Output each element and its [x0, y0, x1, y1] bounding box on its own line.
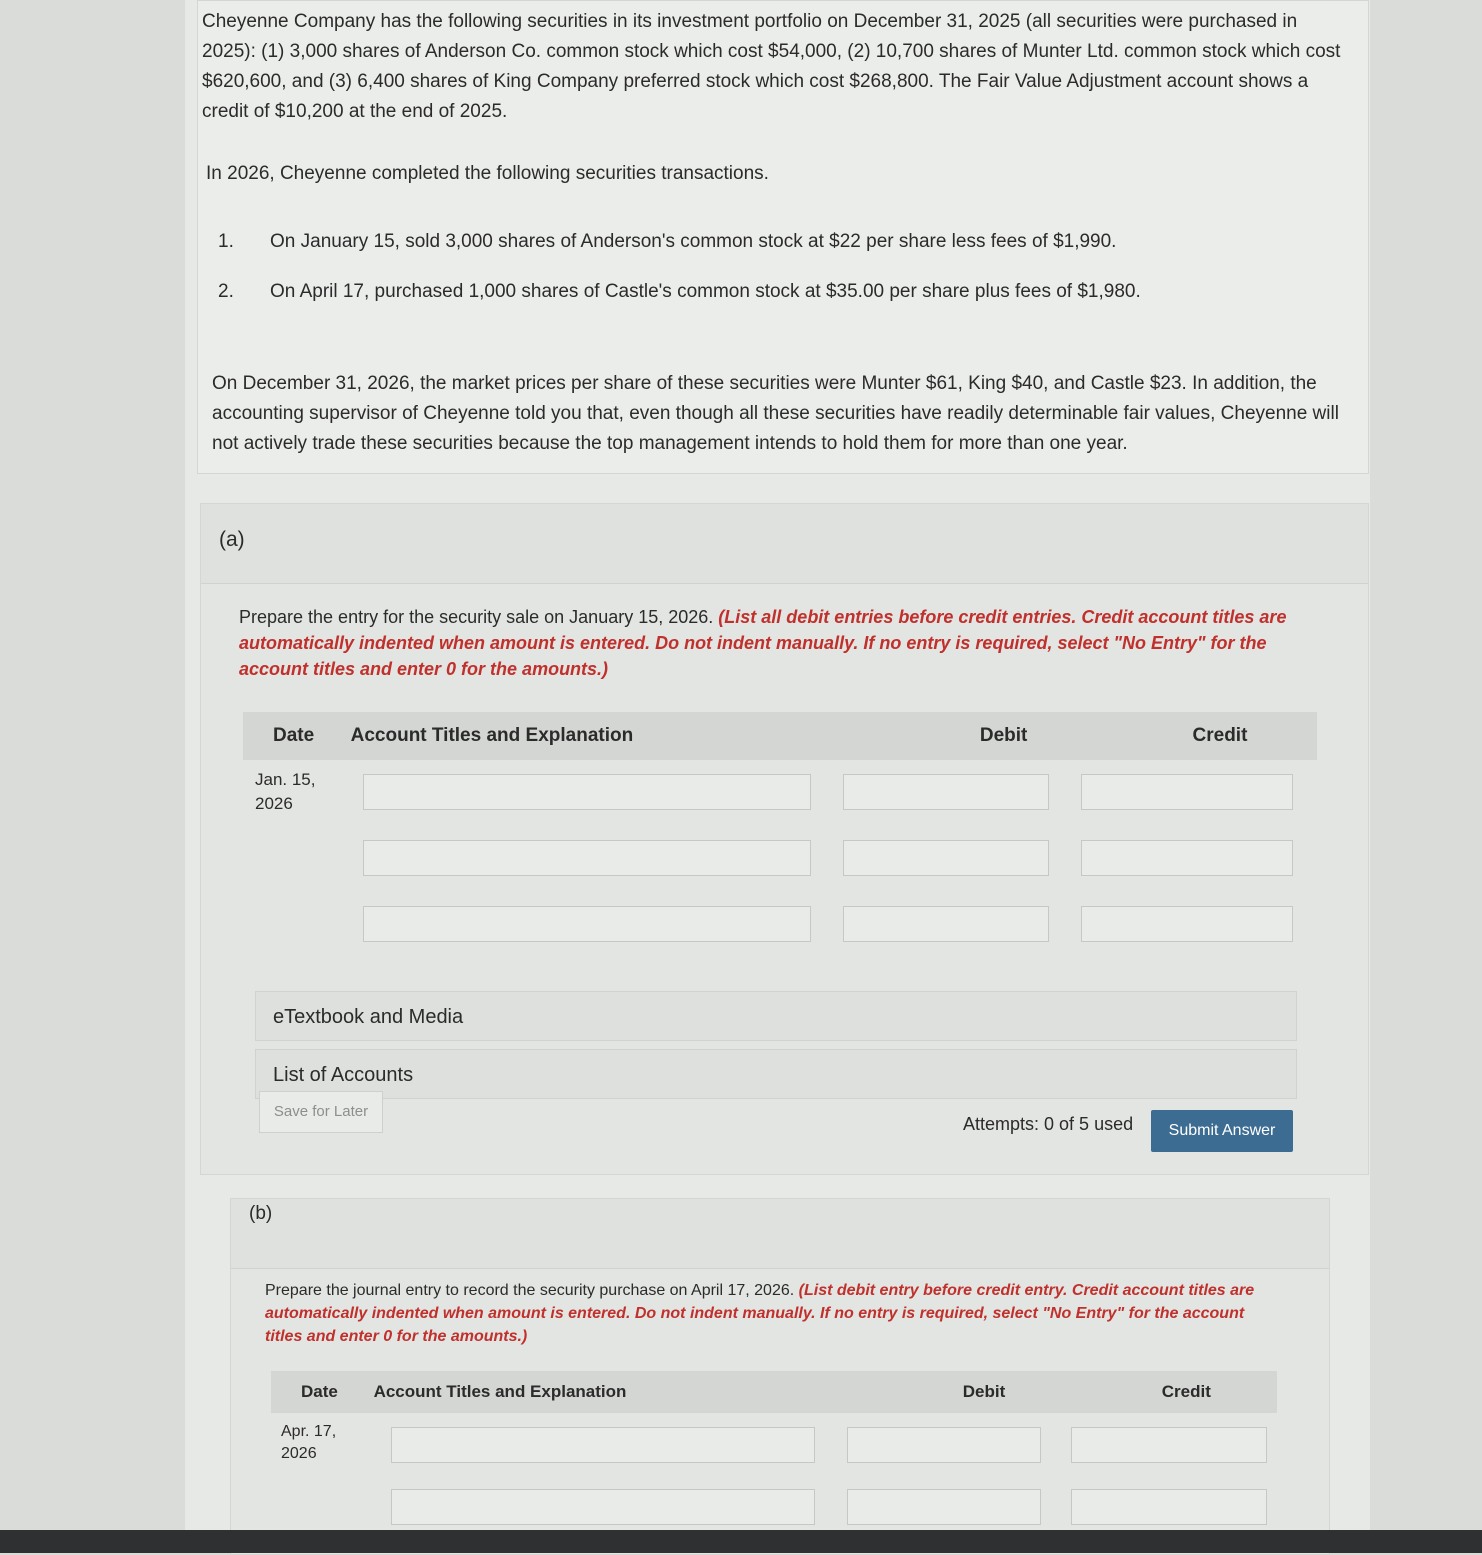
part-b-label: [231, 1199, 1329, 1269]
col-date: Date: [273, 725, 315, 746]
problem-intro: Cheyenne Company has the following securities in its investment portfolio on December 31, 2025 (all securities were purchased in 2025): (1) 3,000 shares of Anderson Co. common stock which cost $54,000, (2) 10,700 shares of Munter Ltd. common stock which cost $620,600, and (3) 6,400 shares of King Company preferred stock which cost $268,800. The Fair Value Adjustment account shows a credit of $10,200 at the end of 2025.: [202, 11, 1341, 122]
part-a-section: [200, 503, 1369, 1175]
table-row: [243, 826, 1317, 892]
col-debit: Debit: [962, 1382, 1006, 1401]
list-item-number: 1.: [218, 231, 234, 252]
journal-header: [243, 712, 1317, 760]
part-a-instruction-text: Prepare the entry for the security sale on January 15, 2026.: [239, 607, 714, 627]
screen-bezel: [0, 1530, 1482, 1553]
credit-input[interactable]: [1081, 840, 1293, 876]
debit-input[interactable]: [847, 1427, 1041, 1463]
entry-date-line2: 2026: [281, 1445, 317, 1462]
entry-date-line1: Apr. 17,: [281, 1423, 337, 1440]
entry-date: [243, 760, 353, 816]
debit-input[interactable]: [847, 1489, 1041, 1525]
account-title-input[interactable]: [391, 1489, 815, 1525]
credit-input[interactable]: [1081, 906, 1293, 942]
table-row: [243, 892, 1317, 958]
save-for-later-button[interactable]: Save for Later: [259, 1091, 383, 1133]
part-b-instruction-text: Prepare the journal entry to record the security purchase on April 17, 2026.: [265, 1282, 795, 1299]
account-title-input[interactable]: [391, 1427, 815, 1463]
list-item-text: On April 17, purchased 1,000 shares of Castle's common stock at $35.00 per share plus fees of $1,980.: [270, 281, 1141, 302]
col-credit: Credit: [1192, 725, 1248, 746]
submit-answer-button[interactable]: Submit Answer: [1151, 1110, 1293, 1152]
list-of-accounts-link[interactable]: List of Accounts: [255, 1049, 1297, 1099]
col-credit: Credit: [1161, 1382, 1211, 1401]
credit-input[interactable]: [1081, 774, 1293, 810]
journal-header: [271, 1371, 1277, 1413]
attempts-counter: Attempts: 0 of 5 used: [963, 1114, 1134, 1134]
list-item-text: On January 15, sold 3,000 shares of Anderson's common stock at $22 per share less fees of $1,990.: [270, 231, 1117, 252]
entry-date-line2: 2026: [255, 794, 293, 813]
table-row: [243, 760, 1317, 826]
part-a-instructions: [239, 604, 1329, 682]
account-title-input[interactable]: [363, 840, 811, 876]
credit-input[interactable]: [1071, 1489, 1267, 1525]
list-item: [218, 227, 1348, 277]
etextbook-media-link[interactable]: eTextbook and Media: [255, 991, 1297, 1041]
part-a-label: (a): [201, 504, 1368, 584]
list-item-number: 2.: [218, 281, 234, 302]
part-b-instruction-note: (List debit entry before credit entry. Credit account titles are automatically indented when amount is entered. Do not indent manually. If no entry is required, select "No Entry" for the account titles and enter 0 for the amounts.): [265, 1282, 1255, 1345]
debit-input[interactable]: [843, 840, 1049, 876]
debit-input[interactable]: [843, 906, 1049, 942]
transaction-list: [218, 227, 1348, 327]
part-b-label-text: (b): [249, 1203, 273, 1224]
problem-transactions-intro: In 2026, Cheyenne completed the following securities transactions.: [206, 163, 769, 184]
col-debit: Debit: [979, 725, 1028, 746]
entry-date-line1: Jan. 15,: [255, 770, 316, 789]
col-account-titles: Account Titles and Explanation: [350, 725, 634, 746]
table-row: [271, 1475, 1277, 1537]
account-title-input[interactable]: [363, 774, 811, 810]
list-item: [218, 277, 1348, 327]
journal-table-a: [243, 712, 1317, 958]
part-b-instructions: [265, 1279, 1285, 1348]
part-b-section: [230, 1198, 1330, 1555]
account-title-input[interactable]: [363, 906, 811, 942]
part-a-instruction-note: (List all debit entries before credit entries. Credit account titles are automatically indented when amount is entered. Do not indent manually. If no entry is required, select "No Entry" for the account titles and enter 0 for the amounts.): [239, 607, 1287, 679]
col-date: Date: [301, 1382, 338, 1401]
problem-statement: [197, 0, 1369, 474]
table-row: [271, 1413, 1277, 1475]
problem-closing: On December 31, 2026, the market prices per share of these securities were Munter $61, King $40, and Castle $23. In addition, the accounting supervisor of Cheyenne told you that, even though all these securities have readily determinable fair values, Cheyenne will not actively trade these securities because the top management intends to hold them for more than one year.: [212, 373, 1339, 454]
credit-input[interactable]: [1071, 1427, 1267, 1463]
journal-table-b: [271, 1371, 1277, 1537]
entry-date: [271, 1413, 381, 1465]
col-account-titles: Account Titles and Explanation: [373, 1382, 627, 1401]
debit-input[interactable]: [843, 774, 1049, 810]
